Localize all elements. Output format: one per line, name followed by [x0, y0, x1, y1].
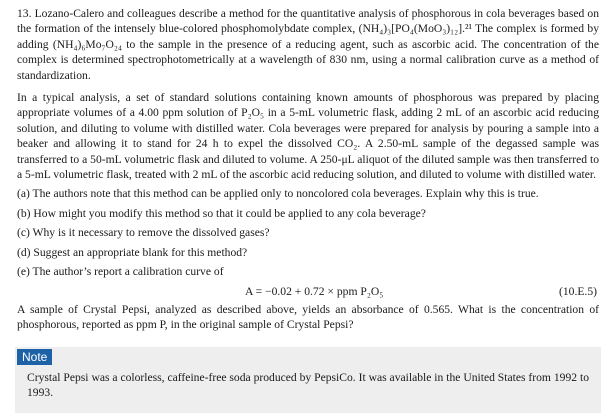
- problem-procedure: In a typical analysis, a set of standard solutions containing known amounts of phosphorous was prepared by placing appropriate volumes of a 4.00 ppm solution of P₂O₅ in a 5-mL volumetric flask, adding 2 mL of an ascorbic acid reducing solution, and diluting to volume with distilled water. Cola beverages were prepared for analysis by pouring a sample into a beaker and allowing it to stand for 24 h to expel the dissolved CO₂. A 2.50-mL sample of the degassed sample was transferred to a 50-mL volumetric flask and diluted to volume. A 250-μL aliquot of the diluted sample was then transferred to a 5-mL volumetric flask, treated with 2 mL of the ascorbic acid reducing solution, and diluted to volume with distilled water.: [17, 91, 599, 182]
- calibration-equation-row: [17, 284, 599, 300]
- question-b: (b) How might you modify this method so that it could be applied to any cola beverage?: [17, 206, 426, 220]
- note-label: Note: [17, 349, 52, 365]
- calibration-equation: A = −0.02 + 0.72 × ppm P₂O₅: [245, 284, 384, 298]
- question-d: (d) Suggest an appropriate blank for this method?: [17, 245, 248, 259]
- problem-intro: 13. Lozano-Calero and colleagues describe a method for the quantitative analysis of phosphorous in cola beverages based on the formation of the intensely blue-colored phosphomolybdate complex, (NH₄)₃[PO₄(MoO₃)₁₂].²¹ The complex is formed by adding (NH₄)₆Mo₇O₂₄ to the sample in the presence of a reducing agent, such as ascorbic acid. The concentration of the complex is determined spectrophotometrically at a wavelength of 830 nm, using a normal calibration curve as a method of standardization.: [17, 7, 599, 82]
- sample-question: A sample of Crystal Pepsi, analyzed as described above, yields an absorbance of 0.565. What is the concentration of phosphorous, reported as ppm P, in the original sample of Crystal Pepsi?: [17, 302, 599, 331]
- note-box: [15, 347, 601, 413]
- question-a: (a) The authors note that this method can be applied only to noncolored cola beverages. Explain why this is true.: [17, 187, 539, 201]
- question-e: (e) The author’s report a calibration curve of: [17, 265, 224, 279]
- equation-number: (10.E.5): [559, 284, 597, 298]
- question-c: (c) Why is it necessary to remove the dissolved gases?: [17, 226, 270, 240]
- note-text: Crystal Pepsi was a colorless, caffeine-free soda produced by PepsiCo. It was available in the United States from 1992 to 1993.: [27, 371, 589, 400]
